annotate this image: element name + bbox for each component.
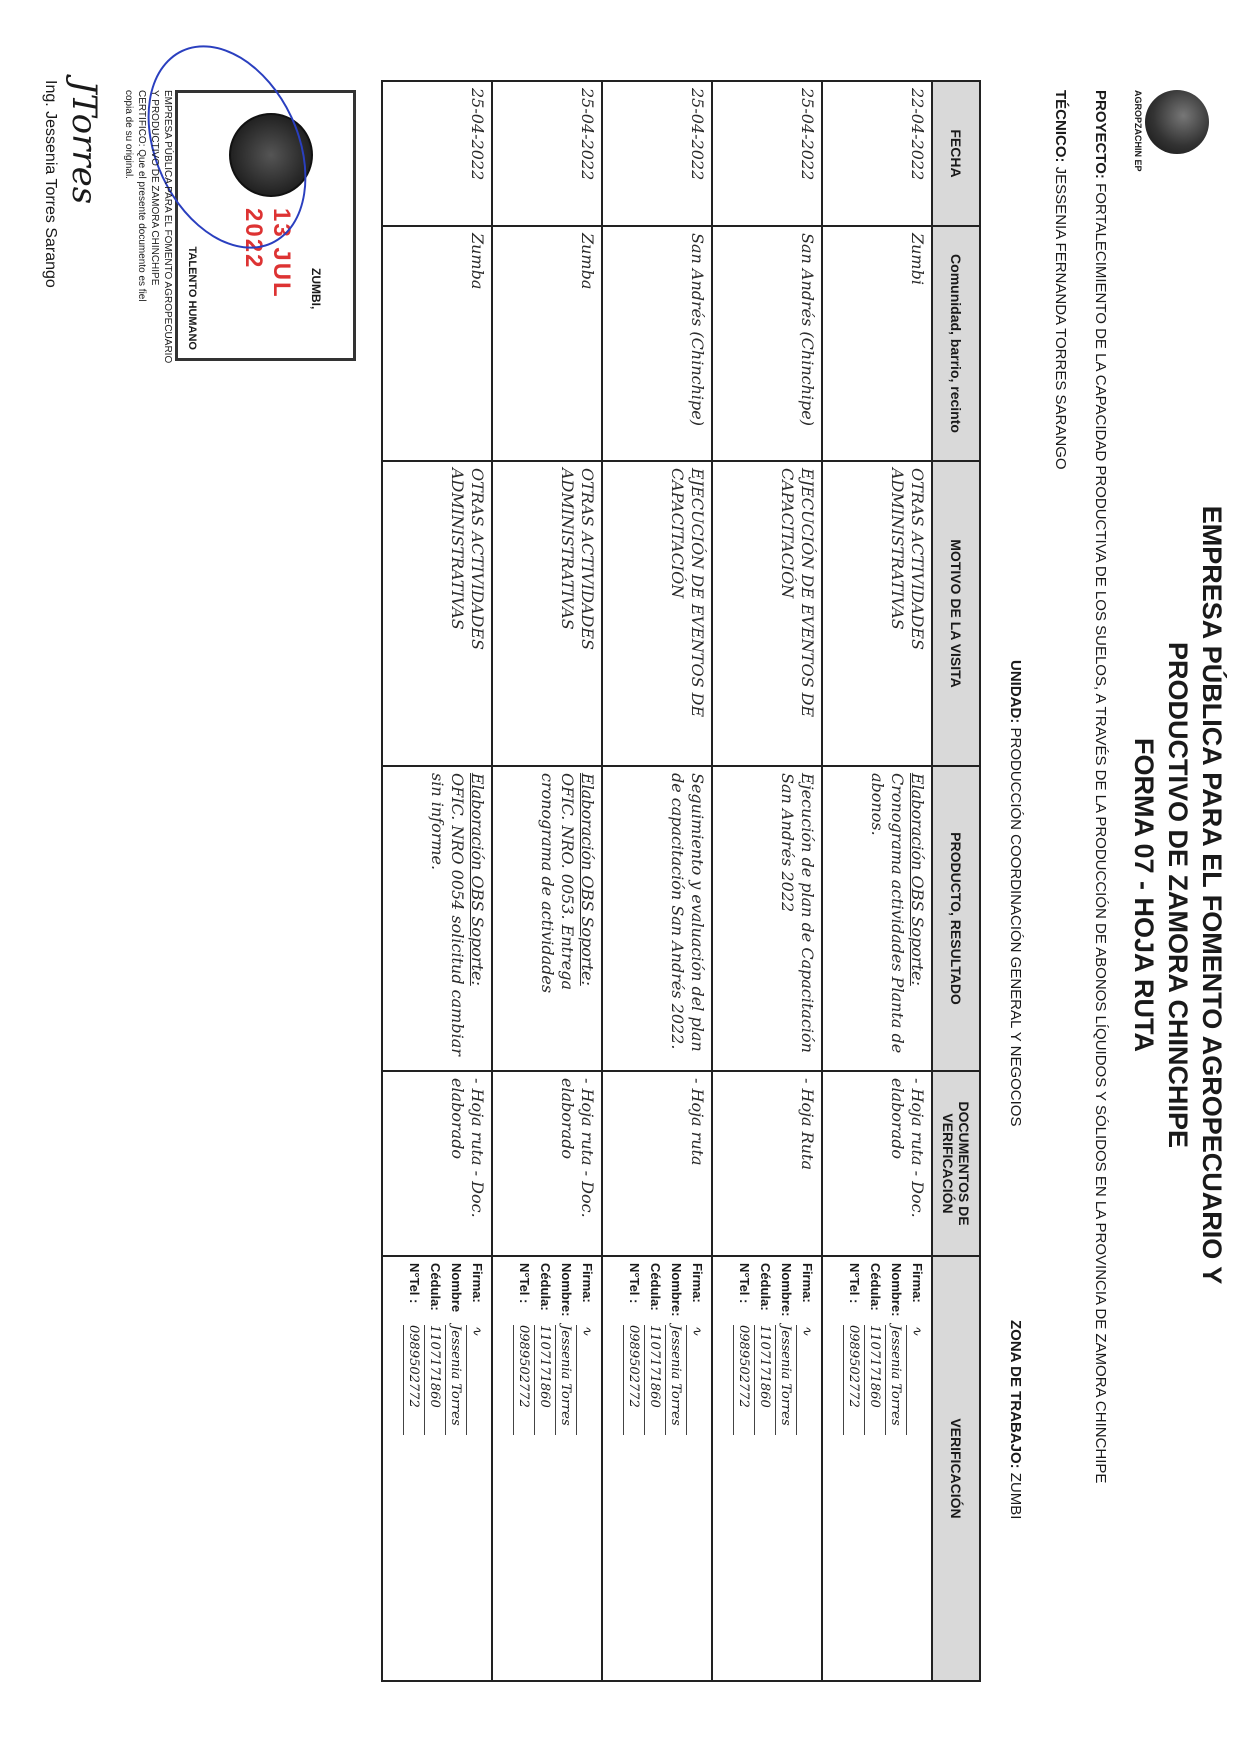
certificate-line-4: copia de su original. [123,90,134,179]
signature-mark: ∿ [796,1325,816,1435]
header-verificacion: VERIFICACIÓN [932,1256,980,1681]
tel-label: N°Tel : [627,1263,642,1304]
header-documentos: DOCUMENTOS DE VERIFICACIÓN [932,1071,980,1256]
tel-value: 0989502772 [513,1325,533,1435]
unit-value: PRODUCCIÓN COORDINACIÓN GENERAL Y NEGOCIOS [1007,727,1024,1127]
cedula-value: 1107171860 [754,1325,774,1435]
cell-motivo: EJECUCIÓN DE EVENTOS DE CAPACITACIÓN [712,461,822,766]
cell-comunidad: Zumba [492,226,602,461]
cedula-value: 1107171860 [864,1325,884,1435]
unit-line [1006,660,1024,1126]
cell-verificacion [712,1256,822,1681]
zone-line [1006,1320,1024,1519]
unit-label: UNIDAD: [1007,660,1024,724]
firma-label: Firma: [690,1263,705,1303]
logo-emblem-icon [1145,90,1209,154]
firma-label: Firma: [470,1263,485,1303]
document-title [1127,420,1229,1370]
cell-producto [822,766,932,1071]
zone-label: ZONA DE TRABAJO: [1007,1320,1024,1469]
nombre-value: Jessenia Torres [665,1325,685,1435]
table-row [822,81,932,1681]
firma-label: Firma: [580,1263,595,1303]
stamp-heading: TALENTO HUMANO [186,246,198,350]
nombre-label: Nombre: [889,1263,904,1317]
nombre-label: Nombre: [559,1263,574,1317]
producto-head: Elaboración OBS Soporte: [578,773,597,986]
cell-comunidad: Zumbi [822,226,932,461]
cell-motivo: EJECUCIÓN DE EVENTOS DE CAPACITACIÓN [602,461,712,766]
route-table [381,80,981,1682]
tel-label: N°Tel : [847,1263,862,1304]
producto-body: Ejecución de plan de Capacitación San Andrés 2022 [778,773,817,1053]
tel-label: N°Tel : [407,1263,422,1304]
certificate-text [122,90,174,420]
logo-text: AGROPZACHIN EP [1133,90,1143,172]
tel-label: N°Tel : [737,1263,752,1304]
table-row [492,81,602,1681]
nombre-value: Jessenia Torres [775,1325,795,1435]
nombre-value: Jessenia Torres [445,1325,465,1435]
producto-body: OFIC. NRO. 0053. Entrega cronograma de actividades [538,773,577,994]
footer-signature: JTorres [64,80,104,205]
tel-value: 0989502772 [843,1325,863,1435]
cell-comunidad: Zumba [382,226,492,461]
zone-value: ZUMBI [1007,1472,1024,1520]
stamp-place: ZUMBI, [309,268,323,310]
tel-value: 0989502772 [623,1325,643,1435]
project-line [1091,90,1109,1670]
tel-value: 0989502772 [403,1325,423,1435]
cell-verificacion [382,1256,492,1681]
header-producto: PRODUCTO, RESULTADO [932,766,980,1071]
cell-producto [602,766,712,1071]
cell-verificacion [602,1256,712,1681]
cell-producto [382,766,492,1071]
cedula-label: Cédula: [428,1263,443,1311]
title-line-1: EMPRESA PÚBLICA PARA EL FOMENTO AGROPECUARIO Y [1197,505,1227,1285]
technician-label: TÉCNICO: [1052,90,1069,163]
cell-fecha: 25-04-2022 [382,81,492,226]
technician-line [1051,90,1069,470]
cedula-value: 1107171860 [534,1325,554,1435]
signature-mark: ∿ [906,1325,926,1435]
certificate-line-3: CERTIFICO: Que el presente documento es fiel [136,90,147,302]
cell-documentos: - Hoja ruta - Doc. elaborado [822,1071,932,1256]
tel-label: N°Tel : [517,1263,532,1304]
cell-fecha: 25-04-2022 [492,81,602,226]
cedula-value: 1107171860 [424,1325,444,1435]
cell-documentos: - Hoja Ruta [712,1071,822,1256]
nombre-label: Nombre: [669,1263,684,1317]
project-value: FORTALECIMIENTO DE LA CAPACIDAD PRODUCTIVA DE LOS SUELOS, A TRAVÉS DE LA PRODUCCIÓN DE ABONOS LÍQUIDOS Y SÓLIDOS EN LA PROVINCIA DE ZAMORA CHINCHIPE [1092,183,1109,1484]
cell-documentos: - Hoja ruta - Doc. elaborado [492,1071,602,1256]
cell-fecha: 22-04-2022 [822,81,932,226]
header-fecha: FECHA [932,81,980,226]
cedula-label: Cédula: [758,1263,773,1311]
cell-documentos: - Hoja ruta [602,1071,712,1256]
signature-mark: ∿ [576,1325,596,1435]
title-line-3: FORMA 07 - HOJA RUTA [1129,737,1159,1052]
cell-fecha: 25-04-2022 [602,81,712,226]
project-label: PROYECTO: [1092,90,1109,179]
header-motivo: MOTIVO DE LA VISITA [932,461,980,766]
firma-label: Firma: [800,1263,815,1303]
table-row [382,81,492,1681]
cedula-value: 1107171860 [644,1325,664,1435]
table-row [712,81,822,1681]
nombre-label: Nombre: [779,1263,794,1317]
producto-body: OFIC. NRO 0054 solicitud cambiar sin informe. [428,773,467,1056]
cell-comunidad: San Andrés (Chinchipe) [712,226,822,461]
table-header-row [932,81,980,1681]
cell-fecha: 25-04-2022 [712,81,822,226]
firma-label: Firma: [910,1263,925,1303]
stamp-date: 13 JUL 2022 [240,208,295,299]
header-comunidad: Comunidad, barrio, recinto [932,226,980,461]
title-line-2: PRODUCTIVO DE ZAMORA CHINCHIPE [1163,641,1193,1148]
certificate-line-2: Y PRODUCTIVO DE ZAMORA CHINCHIPE [149,90,160,286]
signature-mark: ∿ [686,1325,706,1435]
nombre-value: Jessenia Torres [555,1325,575,1435]
certificate-line-1: EMPRESA PÚBLICA PARA EL FOMENTO AGROPECUARIO [162,90,173,364]
producto-head: Elaboración OBS Soporte: [468,773,487,986]
cedula-label: Cédula: [538,1263,553,1311]
cell-motivo: OTRAS ACTIVIDADES ADMINISTRATIVAS [492,461,602,766]
nombre-value: Jessenia Torres [885,1325,905,1435]
producto-body: Cronograma actividades Planta de abonos. [868,773,907,1054]
cedula-label: Cédula: [868,1263,883,1311]
footer-name: Ing. Jessenia Torres Sarango [42,80,59,288]
cell-producto [712,766,822,1071]
signature-mark: ∿ [466,1325,486,1435]
agropzachin-logo [1119,90,1209,200]
cell-comunidad: San Andrés (Chinchipe) [602,226,712,461]
producto-body: Seguimiento y evaluación del plan de capacitación San Andrés 2022. [668,773,707,1052]
nombre-label: Nombre [449,1263,464,1313]
cell-verificacion [822,1256,932,1681]
cell-verificacion [492,1256,602,1681]
cell-motivo: OTRAS ACTIVIDADES ADMINISTRATIVAS [382,461,492,766]
cedula-label: Cédula: [648,1263,663,1311]
producto-head: Elaboración OBS Soporte: [908,773,927,986]
technician-value: JESSENIA FERNANDA TORRES SARANGO [1052,166,1069,470]
cell-producto [492,766,602,1071]
table-row [602,81,712,1681]
cell-documentos: - Hoja ruta - Doc. elaborado [382,1071,492,1256]
cell-motivo: OTRAS ACTIVIDADES ADMINISTRATIVAS [822,461,932,766]
tel-value: 0989502772 [733,1325,753,1435]
